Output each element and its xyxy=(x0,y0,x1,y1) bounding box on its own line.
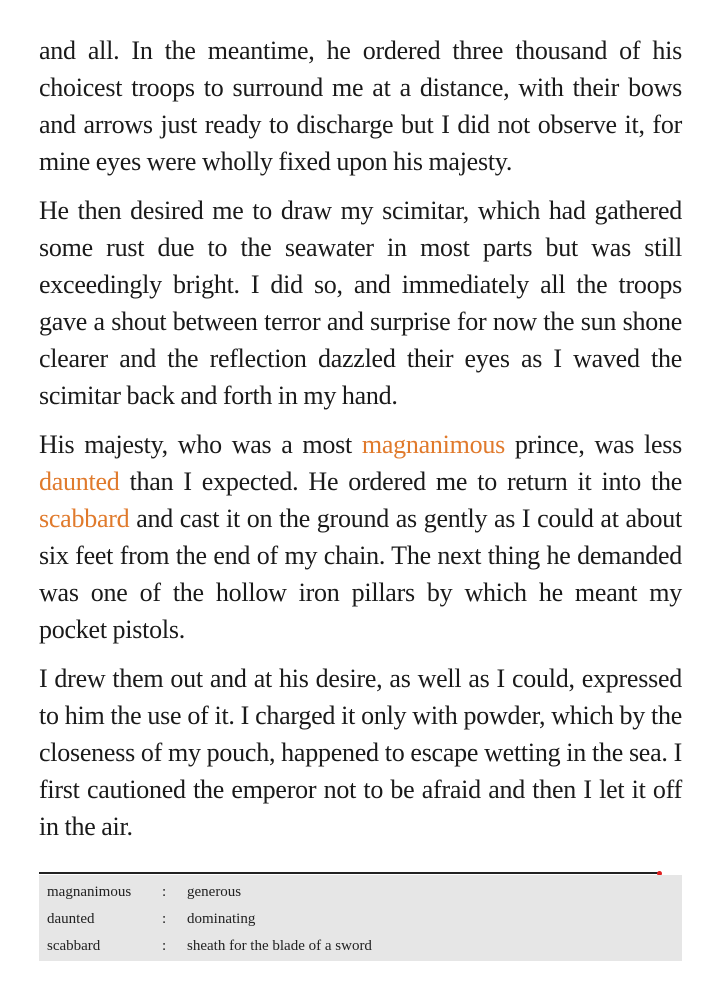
glossary-row xyxy=(39,881,682,908)
glossary-definition: generous xyxy=(187,884,242,900)
glossary-box xyxy=(39,875,682,961)
paragraph-3 xyxy=(39,426,682,648)
glossary-word: scabbard xyxy=(47,938,101,954)
glossary-row xyxy=(39,908,682,935)
glossary-row xyxy=(39,935,682,962)
paragraph-text: His majesty, who was a most xyxy=(39,430,362,459)
glossary-colon: : xyxy=(162,911,167,927)
glossary-colon: : xyxy=(162,938,167,954)
highlighted-word-scabbard: scabbard xyxy=(39,504,130,533)
highlighted-word-daunted: daunted xyxy=(39,467,120,496)
glossary-divider xyxy=(39,872,660,874)
glossary-colon: : xyxy=(162,884,167,900)
glossary-word: magnanimous xyxy=(47,884,132,900)
paragraph-2 xyxy=(39,192,682,414)
paragraph-text: He then desired me to draw my scimitar, which had gathered some rust due to the seawater in most parts but was still exceedingly bright. I did so, and immediately all the troops gave a shout between terror and surprise for now the sun shone clearer and the reflection dazzled their eyes as I waved the scimitar back and forth in my hand. xyxy=(39,196,682,410)
paragraph-1 xyxy=(39,32,682,180)
body-text xyxy=(39,32,682,857)
paragraph-4 xyxy=(39,660,682,845)
paragraph-text: than I expected. He ordered me to return it into the xyxy=(119,467,682,496)
glossary-definition: sheath for the blade of a sword xyxy=(187,938,372,954)
paragraph-text: and cast it on the ground as gently as I could at about six feet from the end of my chain. The next thing he demanded was one of the hollow iron pillars by which he meant my pocket pistols. xyxy=(39,504,682,644)
paragraph-text: prince, was less xyxy=(504,430,682,459)
glossary-definition: dominating xyxy=(187,911,256,927)
glossary-word: daunted xyxy=(47,911,95,927)
paragraph-text: and all. In the meantime, he ordered three thousand of his choicest troops to surround me at a distance, with their bows and arrows just ready to discharge but I did not observe it, for mine eyes were wholly fixed upon his majesty. xyxy=(39,36,682,176)
paragraph-text: I drew them out and at his desire, as well as I could, expressed to him the use of it. I charged it only with powder, which by the closeness of my pouch, happened to escape wetting in the sea. I first cautioned the emperor not to be afraid and then I let it off in the air. xyxy=(39,664,682,841)
highlighted-word-magnanimous: magnanimous xyxy=(361,430,505,459)
